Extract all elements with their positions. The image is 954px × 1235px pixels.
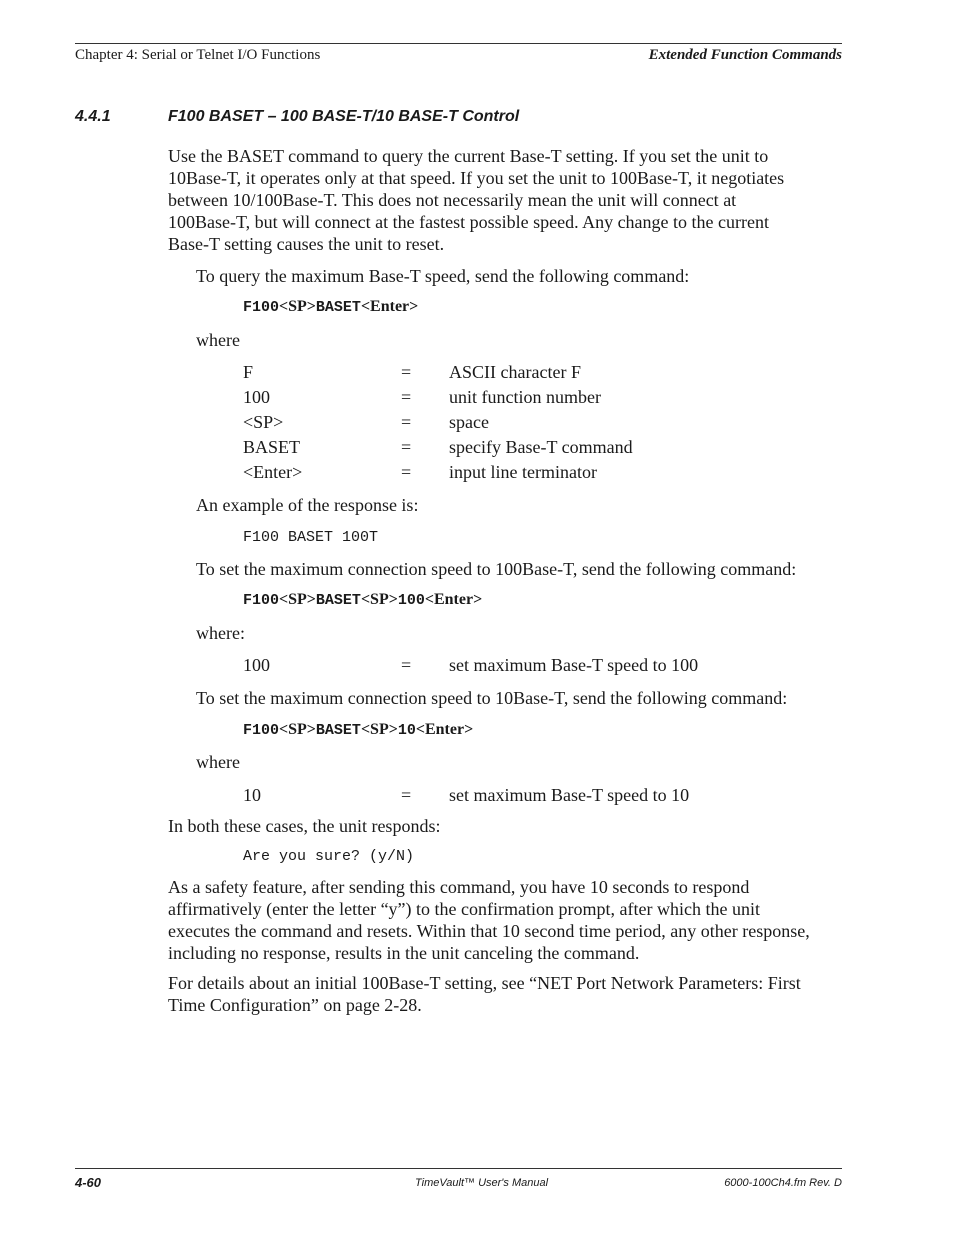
def-term: <Enter>: [243, 462, 303, 482]
cmd-part: <Enter>: [424, 591, 483, 608]
intro-line-1: Use the BASET command to query the current Base-T setting. If you set the unit to: [168, 146, 769, 166]
def-desc: set maximum Base-T speed to 10: [449, 785, 690, 805]
def-desc: set maximum Base-T speed to 100: [449, 655, 699, 675]
def-equals: =: [401, 387, 412, 407]
def-equals: =: [401, 785, 412, 805]
footer-rule: [75, 1168, 842, 1169]
cmd-part: 10: [397, 722, 416, 739]
set100-text: To set the maximum connection speed to 100Base-T, send the following command:: [196, 559, 797, 579]
safety-line-2: affirmatively (enter the letter “y”) to the confirmation prompt, after which the unit: [168, 899, 760, 919]
cmd-part: <SP>: [360, 591, 398, 608]
header-section: Extended Function Commands: [648, 47, 842, 63]
file-rev: 6000-100Ch4.fm Rev. D: [724, 1177, 842, 1189]
cmd-part: BASET: [315, 592, 361, 609]
intro-line-3: between 10/100Base-T. This does not necessarily mean the unit will connect at: [168, 190, 737, 210]
def-term: BASET: [243, 437, 301, 457]
def-term: F: [243, 362, 254, 382]
safety-line-3: executes the command and resets. Within that 10 second time period, any other response,: [168, 921, 810, 941]
cmd-part: F100: [243, 722, 280, 739]
cmd-part: <SP>: [279, 298, 316, 315]
query-command: [243, 298, 418, 316]
def-equals: =: [401, 362, 412, 382]
set10-command: [243, 721, 473, 739]
confirm-prompt: Are you sure? (y/N): [243, 848, 415, 865]
def-desc: input line terminator: [449, 462, 597, 482]
cmd-part: F100: [243, 592, 280, 609]
def-term: 100: [243, 655, 270, 675]
cmd-part: <SP>: [279, 591, 316, 608]
cmd-part: <SP>: [360, 721, 398, 738]
def-term: 100: [243, 387, 270, 407]
example-text: An example of the response is:: [196, 495, 419, 515]
details-line-2: Time Configuration” on page 2-28.: [168, 995, 422, 1015]
cmd-part: <SP>: [279, 721, 316, 738]
def-equals: =: [401, 412, 412, 432]
safety-line-4: including no response, results in the unit canceling the command.: [168, 943, 640, 963]
where-label: where: [196, 752, 240, 772]
def-desc: ASCII character F: [449, 362, 581, 382]
cmd-part: <Enter>: [360, 298, 419, 315]
def-equals: =: [401, 462, 412, 482]
def-term: <SP>: [243, 412, 284, 432]
cmd-part: F100: [243, 299, 280, 316]
section-title: F100 BASET – 100 BASE-T/10 BASE-T Control: [168, 108, 520, 125]
set100-command: [243, 591, 482, 609]
def-desc: unit function number: [449, 387, 601, 407]
safety-line-1: As a safety feature, after sending this command, you have 10 seconds to respond: [168, 877, 750, 897]
manual-title: TimeVault™ User's Manual: [415, 1177, 549, 1189]
header-chapter: Chapter 4: Serial or Telnet I/O Functions: [75, 47, 321, 63]
header-rule: [75, 43, 842, 44]
query-text: To query the maximum Base-T speed, send the following command:: [196, 266, 690, 286]
cmd-part: BASET: [315, 299, 361, 316]
cmd-part: 100: [397, 592, 425, 609]
intro-line-2: 10Base-T, it operates only at that speed. If you set the unit to 100Base-T, it negotiates: [168, 168, 785, 188]
section-number: 4.4.1: [75, 108, 111, 125]
def-desc: space: [449, 412, 489, 432]
example-response: F100 BASET 100T: [243, 529, 379, 546]
def-equals: =: [401, 437, 412, 457]
details-line-1: For details about an initial 100Base-T setting, see “NET Port Network Parameters: First: [168, 973, 801, 993]
def-desc: specify Base-T command: [449, 437, 633, 457]
cmd-part: <Enter>: [415, 721, 474, 738]
responds-text: In both these cases, the unit responds:: [168, 816, 441, 836]
set10-text: To set the maximum connection speed to 10Base-T, send the following command:: [196, 688, 788, 708]
where-label: where:: [196, 623, 245, 643]
page-number: 4-60: [75, 1175, 102, 1190]
intro-line-5: Base-T setting causes the unit to reset.: [168, 234, 445, 254]
intro-line-4: 100Base-T, but will connect at the fastest possible speed. Any change to the current: [168, 212, 769, 232]
def-equals: =: [401, 655, 412, 675]
def-term: 10: [243, 785, 261, 805]
cmd-part: BASET: [315, 722, 361, 739]
where-label: where: [196, 330, 240, 350]
